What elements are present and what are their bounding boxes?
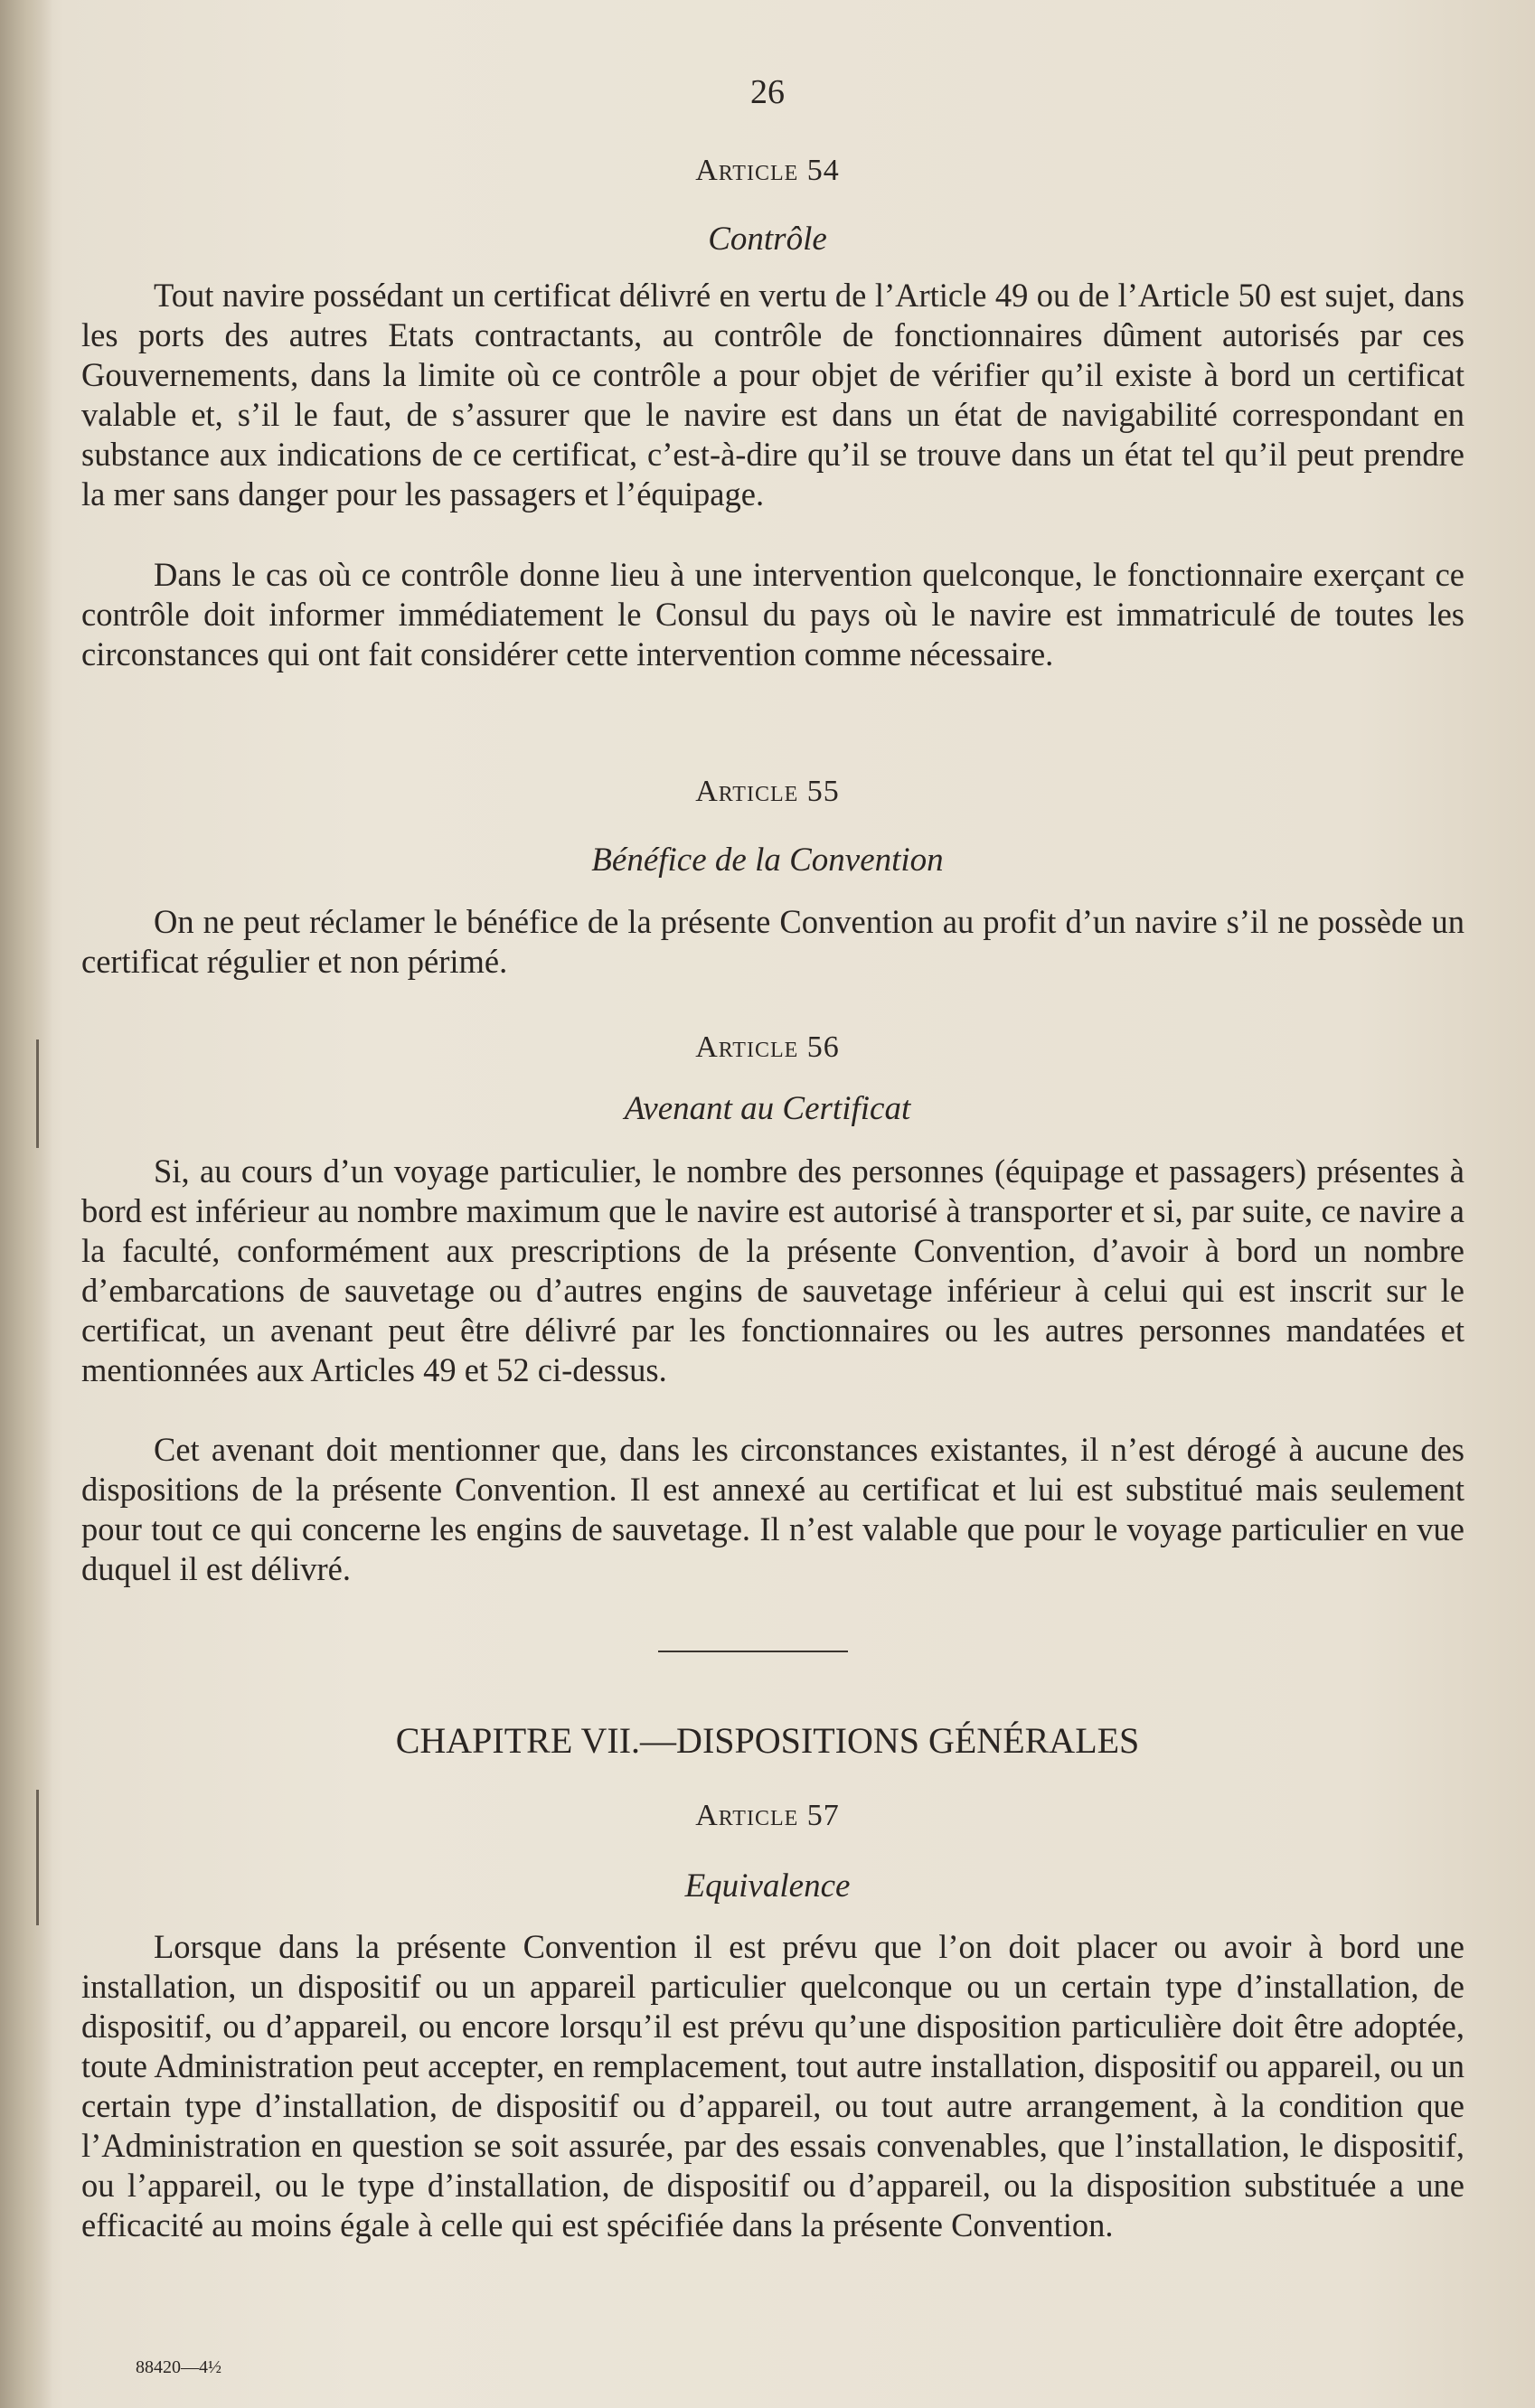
paragraph: Cet avenant doit mentionner que, dans les circonstances existantes, il n’est dérogé à aucune des dispositions de la présente Convention. Il est annexé au certificat et lui est substitué mais seulement pour tout ce qui concerne les engins de sauvetage. Il n’est valable que pour le voyage particulier en vue duquel il est délivré. bbox=[81, 1431, 1464, 1587]
article-subtitle: Contrôle bbox=[708, 221, 827, 258]
article-subtitle: Avenant au Certificat bbox=[624, 1090, 911, 1127]
article-heading: Article 54 bbox=[695, 154, 840, 187]
paragraph: Dans le cas où ce contrôle donne lieu à une intervention quelconque, le fonctionnaire exerçant ce contrôle doit informer immédiatement le Consul du pays où le navire est immatriculé de toutes les circonstances qui ont fait considérer cette intervention comme nécessaire. bbox=[81, 556, 1464, 673]
chapter-heading: CHAPITRE VII.—DISPOSITIONS GÉNÉRALES bbox=[395, 1720, 1140, 1761]
paragraph: On ne peut réclamer le bénéfice de la présente Convention au profit d’un navire s’il ne possède un certificat régulier et non périmé. bbox=[81, 903, 1464, 980]
binding-shadow bbox=[0, 0, 52, 2408]
page-number: 26 bbox=[750, 73, 785, 111]
article-heading: Article 55 bbox=[695, 775, 840, 808]
article-subtitle: Bénéfice de la Convention bbox=[591, 842, 944, 879]
section-divider bbox=[658, 1651, 848, 1652]
paragraph: Si, au cours d’un voyage particulier, le nombre des personnes (équipage et passagers) présentes à bord est inférieur au nombre maximum que le navire est autorisé à transporter et si, par suite, ce navire a la faculté, conformément aux prescriptions de la présente Convention, d’avoir à bord un nombre d’embarcations de sauvetage ou d’autres engins de sauvetage inférieur à celui qui est inscrit sur le certificat, un avenant peut être délivré par les fonctionnaires ou les autres personnes mandatées et mentionnées aux Articles 49 et 52 ci-dessus. bbox=[81, 1152, 1464, 1388]
article-subtitle: Equivalence bbox=[684, 1867, 851, 1905]
paragraph: Tout navire possédant un certificat délivré en vertu de l’Article 49 ou de l’Article 50 est sujet, dans les ports des autres Etats contractants, au contrôle de fonctionnaires dûment autorisés par ces Gouvernements, dans la limite où ce contrôle a pour objet de vérifier qu’il existe à bord un certificat valable et, s’il le faut, de s’assurer que le navire est dans un état de navigabilité correspondant en substance aux indications de ce certificat, c’est-à-dire qu’il se trouve dans un état tel qu’il peut prendre la mer sans danger pour les passagers et l’équipage. bbox=[81, 277, 1464, 513]
print-code: 88420—4½ bbox=[136, 2357, 221, 2377]
article-heading: Article 57 bbox=[695, 1799, 840, 1832]
paragraph: Lorsque dans la présente Convention il est prévu que l’on doit placer ou avoir à bord une installation, un dispositif ou un appareil particulier quelconque ou un certain type d’installation, de dispositif, ou d’appareil, ou encore lorsqu’il est prévu qu’une disposition particulière doit être adoptée, toute Administration peut accepter, en remplacement, tout autre installation, dispositif ou appareil, ou un certain type d’installation, de dispositif ou d’appareil, ou tout autre arrangement, à la condition que l’Administration en question se soit assurée, par des essais convenables, que l’installation, le dispositif, ou l’appareil, ou le type d’installation, de dispositif ou d’appareil, ou la disposition substituée a une efficacité au moins égale à celle qui est spécifiée dans la présente Convention. bbox=[81, 1928, 1464, 2243]
article-heading: Article 56 bbox=[695, 1030, 840, 1064]
